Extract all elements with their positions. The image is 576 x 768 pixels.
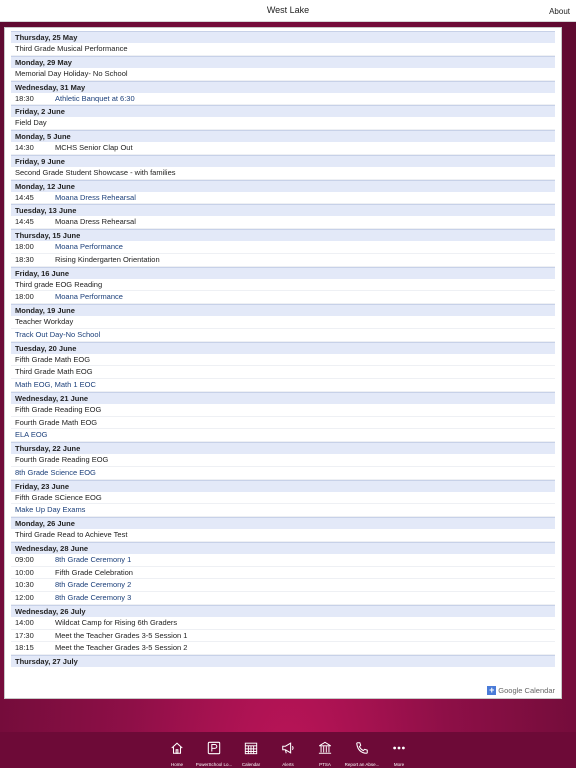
top-bar (0, 0, 576, 22)
day-header: Wednesday, 28 June (11, 542, 555, 554)
event-row[interactable] (11, 592, 555, 605)
day-header: Wednesday, 21 June (11, 392, 555, 404)
event-row[interactable] (11, 241, 555, 254)
event-title[interactable]: Fourth Grade Reading EOG (15, 455, 109, 464)
tab-more[interactable] (381, 732, 418, 768)
tab-label: PowerSchool Lo... (195, 762, 233, 767)
day-header: Tuesday, 13 June (11, 204, 555, 216)
event-title[interactable]: 8th Grade Ceremony 2 (55, 580, 132, 590)
event-time: 09:00 (15, 554, 34, 564)
event-time: 18:00 (15, 292, 34, 302)
event-title[interactable]: Meet the Teacher Grades 3-5 Session 1 (55, 630, 188, 640)
event-time: 17:30 (15, 630, 34, 640)
day-header: Monday, 19 June (11, 304, 555, 316)
event-row[interactable] (11, 68, 555, 81)
tab-label: Calendar (241, 762, 261, 767)
event-row[interactable] (11, 554, 555, 567)
event-title[interactable]: Third Grade Musical Performance (15, 44, 128, 53)
event-row[interactable] (11, 117, 555, 130)
event-row[interactable] (11, 630, 555, 643)
tab-alerts[interactable] (270, 732, 307, 768)
event-row[interactable] (11, 429, 555, 442)
event-row[interactable] (11, 567, 555, 580)
tab-calendar[interactable] (233, 732, 270, 768)
event-title[interactable]: Third Grade Math EOG (15, 367, 93, 377)
day-header: Friday, 23 June (11, 480, 555, 492)
event-time: 18:30 (15, 254, 34, 264)
day-header: Thursday, 15 June (11, 229, 555, 241)
google-calendar-button[interactable] (487, 685, 555, 696)
event-row[interactable] (11, 404, 555, 417)
tab-report-an-abse[interactable] (344, 732, 381, 768)
tab-label: Alerts (282, 762, 294, 767)
event-row[interactable] (11, 216, 555, 229)
event-row[interactable] (11, 192, 555, 205)
day-header: Monday, 29 May (11, 56, 555, 68)
tab-bar (0, 732, 576, 768)
event-title[interactable]: Athletic Banquet at 6:30 (55, 93, 135, 103)
event-time: 14:30 (15, 143, 34, 152)
event-row[interactable] (11, 316, 555, 329)
event-row[interactable] (11, 93, 555, 106)
event-title[interactable]: Third grade EOG Reading (15, 279, 103, 289)
day-header: Monday, 12 June (11, 180, 555, 192)
about-button[interactable]: About (549, 7, 570, 16)
day-header: Wednesday, 31 May (11, 81, 555, 93)
event-row[interactable] (11, 454, 555, 467)
event-row[interactable] (11, 291, 555, 304)
event-row[interactable] (11, 492, 555, 505)
day-header: Wednesday, 26 July (11, 605, 555, 617)
event-title[interactable]: Fifth Grade Math EOG (15, 354, 91, 364)
event-time: 10:30 (15, 580, 34, 590)
tab-label: Home (170, 762, 183, 767)
event-row[interactable] (11, 617, 555, 630)
event-time: 12:00 (15, 593, 34, 602)
event-row[interactable] (11, 254, 555, 267)
event-row[interactable] (11, 467, 555, 480)
event-title[interactable]: Math EOG, Math 1 EOC (15, 380, 96, 389)
tab-label: More (393, 762, 405, 767)
megaphone-icon (281, 741, 295, 760)
building-icon (318, 741, 332, 760)
event-row[interactable] (11, 167, 555, 180)
event-title[interactable]: ELA EOG (15, 430, 48, 440)
event-row[interactable] (11, 354, 555, 367)
day-header: Tuesday, 20 June (11, 342, 555, 354)
event-title[interactable]: Fifth Grade SCience EOG (15, 492, 102, 502)
event-title[interactable]: MCHS Senior Clap Out (55, 143, 133, 152)
event-title[interactable]: Fifth Grade Reading EOG (15, 404, 102, 414)
event-time: 18:00 (15, 242, 34, 251)
app-title: West Lake (266, 5, 310, 15)
event-title[interactable]: Track Out Day-No School (15, 329, 101, 339)
tab-label: PTSA (319, 762, 331, 767)
event-title[interactable]: Make Up Day Exams (15, 505, 86, 515)
calendar-icon (244, 741, 258, 760)
day-header: Friday, 16 June (11, 267, 555, 279)
day-header: Monday, 5 June (11, 130, 555, 142)
event-title[interactable]: Field Day (15, 118, 47, 128)
day-header: Monday, 26 June (11, 517, 555, 529)
tab-home[interactable] (159, 732, 196, 768)
more-icon (392, 741, 406, 760)
event-row[interactable] (11, 43, 555, 56)
event-row[interactable] (11, 379, 555, 392)
event-time: 10:00 (15, 567, 34, 577)
phone-icon (355, 741, 369, 760)
event-title[interactable]: 8th Grade Ceremony 3 (55, 593, 132, 602)
day-header: Thursday, 27 July (11, 655, 555, 667)
tab-powerschool-lo[interactable] (196, 732, 233, 768)
plus-icon: + (489, 685, 495, 695)
day-header: Thursday, 25 May (11, 31, 555, 43)
event-row[interactable] (11, 366, 555, 379)
event-title[interactable]: Moana Performance (55, 292, 123, 302)
calendar-panel (4, 27, 562, 699)
event-title[interactable]: Wildcat Camp for Rising 6th Graders (55, 617, 178, 627)
event-title[interactable]: 8th Grade Ceremony 1 (55, 554, 132, 564)
event-row[interactable] (11, 529, 555, 542)
event-title[interactable]: 8th Grade Science EOG (15, 467, 96, 477)
tab-ptsa[interactable] (307, 732, 344, 768)
event-title[interactable]: Rising Kindergarten Orientation (55, 254, 160, 264)
event-row[interactable] (11, 329, 555, 342)
event-title[interactable]: Second Grade Student Showcase - with families (15, 167, 176, 177)
event-row[interactable] (11, 504, 555, 517)
day-header: Friday, 2 June (11, 105, 555, 117)
event-time: 14:45 (15, 217, 34, 227)
day-header: Thursday, 22 June (11, 442, 555, 454)
day-header: Friday, 9 June (11, 155, 555, 167)
event-time: 14:45 (15, 192, 34, 202)
event-title[interactable]: Fourth Grade Math EOG (15, 417, 98, 427)
event-row[interactable] (11, 579, 555, 592)
event-title[interactable]: Moana Dress Rehearsal (55, 217, 136, 227)
event-title[interactable]: Third Grade Read to Achieve Test (15, 530, 128, 539)
event-title[interactable]: Moana Dress Rehearsal (55, 192, 136, 202)
event-row[interactable] (11, 417, 555, 430)
google-calendar-label: Google Calendar (498, 686, 555, 695)
event-title[interactable]: Teacher Workday (15, 317, 74, 326)
powerschool-icon (207, 741, 221, 760)
event-title[interactable]: Moana Performance (55, 242, 123, 251)
event-title[interactable]: Memorial Day Holiday- No School (15, 68, 128, 78)
event-row[interactable] (11, 142, 555, 155)
agenda-list[interactable] (11, 31, 555, 684)
tab-label: Report an Abse... (344, 762, 380, 767)
event-time: 14:00 (15, 617, 34, 627)
event-title[interactable]: Fifth Grade Celebration (55, 567, 133, 577)
home-icon (170, 741, 184, 760)
event-row[interactable] (11, 279, 555, 292)
event-time: 18:30 (15, 93, 34, 103)
event-row[interactable] (11, 642, 555, 655)
event-title[interactable]: Meet the Teacher Grades 3-5 Session 2 (55, 643, 188, 653)
event-time: 18:15 (15, 643, 34, 653)
